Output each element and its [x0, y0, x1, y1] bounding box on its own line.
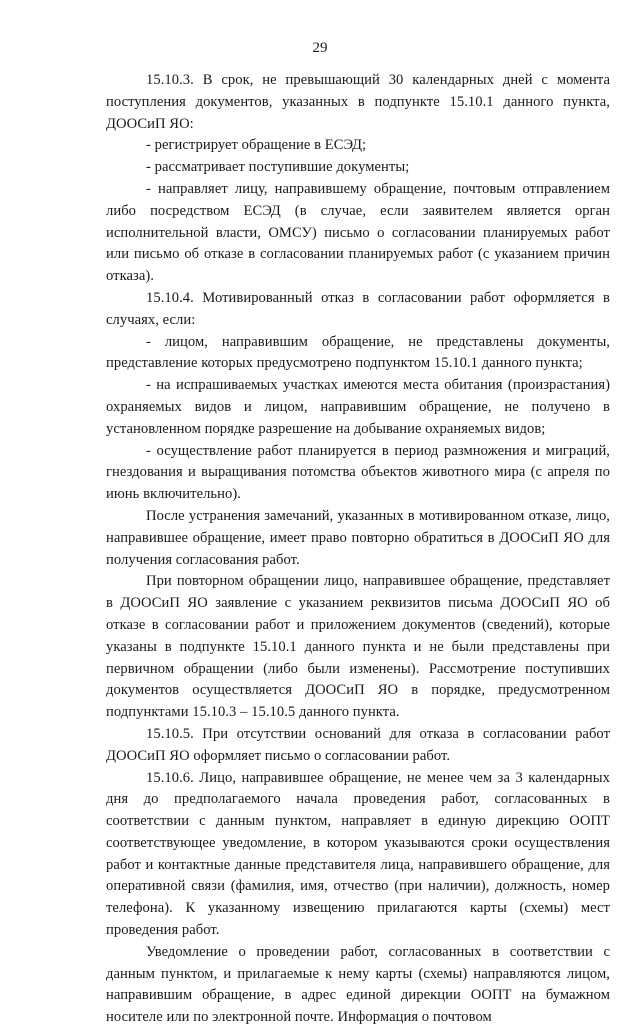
list-item-breeding-period: - осуществление работ планируется в период размножения и миграций, гнездования и выращивания потомства объектов животного мира (с апреля по июнь включительно).	[106, 442, 610, 503]
list-item-register: - регистрирует обращение в ЕСЭД;	[146, 137, 367, 154]
paragraph-repeat-request: При повторном обращении лицо, направившее обращение, представляет в ДООСиП ЯО заявление с указанием реквизитов письма ДООСиП ЯО об отказе в согласовании работ и приложением документов (сведений), которые указаны в подпункте 15.10.1 данного пункта и не были представлены при первичном обращении (либо были изменены). Рассмотрение поступивших документов осуществляется ДООСиП ЯО в порядке, предусмотренном подпунктами 15.10.3 – 15.10.5 данного пункта.	[106, 573, 610, 721]
list-item-protected-species: - на испрашиваемых участках имеются места обитания (произрастания) охраняемых видов и лицом, направившим обращение, не получено в установленном порядке разрешение на добывание охраняемых видов;	[106, 377, 610, 437]
paragraph-after-remarks: После устранения замечаний, указанных в мотивированном отказе, лицо, направившее обращение, имеет право повторно обратиться в ДООСиП ЯО для получения согласования работ.	[106, 507, 610, 568]
list-item-send-letter: - направляет лицу, направившему обращение, почтовым отправлением либо посредством ЕСЭД (в случае, если заявителем является орган исполнительной власти, ОМСУ) письмо о согласовании планируемых работ или письмо об отказе в согласовании планируемых работ (с указанием причин отказа).	[106, 180, 610, 285]
paragraph-notification: Уведомление о проведении работ, согласованных в соответствии с данным пунктом, и прилагаемые к нему карты (схемы) направляются лицом, направившим обращение, в адрес единой дирекции ООПТ на бумажном носителе или по электронной почте. Информация о почтовом	[106, 943, 610, 1026]
list-item-missing-documents: - лицом, направившим обращение, не представлены документы, представление которых предусмотрено подпунктом 15.10.1 данного пункта;	[106, 333, 610, 372]
list-item-review: - рассматривает поступившие документы;	[146, 159, 410, 176]
paragraph-15-10-6: 15.10.6. Лицо, направившее обращение, не менее чем за 3 календарных дня до предполагаемого начала проведения работ, согласованных в соответствии с данным пунктом, направляет в единую дирекцию ООПТ соответствующее уведомление, в котором указываются сроки осуществления работ и контактные данные представителя лица, направившего обращение, для оперативной связи (фамилия, имя, отчество (при наличии), должность, номер телефона). К указанному извещению прилагаются карты (схемы) мест проведения работ.	[106, 769, 610, 939]
document-body	[106, 70, 610, 1029]
paragraph-15-10-3: 15.10.3. В срок, не превышающий 30 календарных дней с момента поступления документов, указанных в подпункте 15.10.1 данного пункта, ДООСиП ЯО:	[106, 72, 610, 132]
page-number: 29	[312, 40, 328, 56]
paragraph-15-10-4: 15.10.4. Мотивированный отказ в согласовании работ оформляется в случаях, если:	[106, 289, 610, 328]
paragraph-15-10-5: 15.10.5. При отсутствии оснований для отказа в согласовании работ ДООСиП ЯО оформляет письмо о согласовании работ.	[106, 725, 610, 764]
